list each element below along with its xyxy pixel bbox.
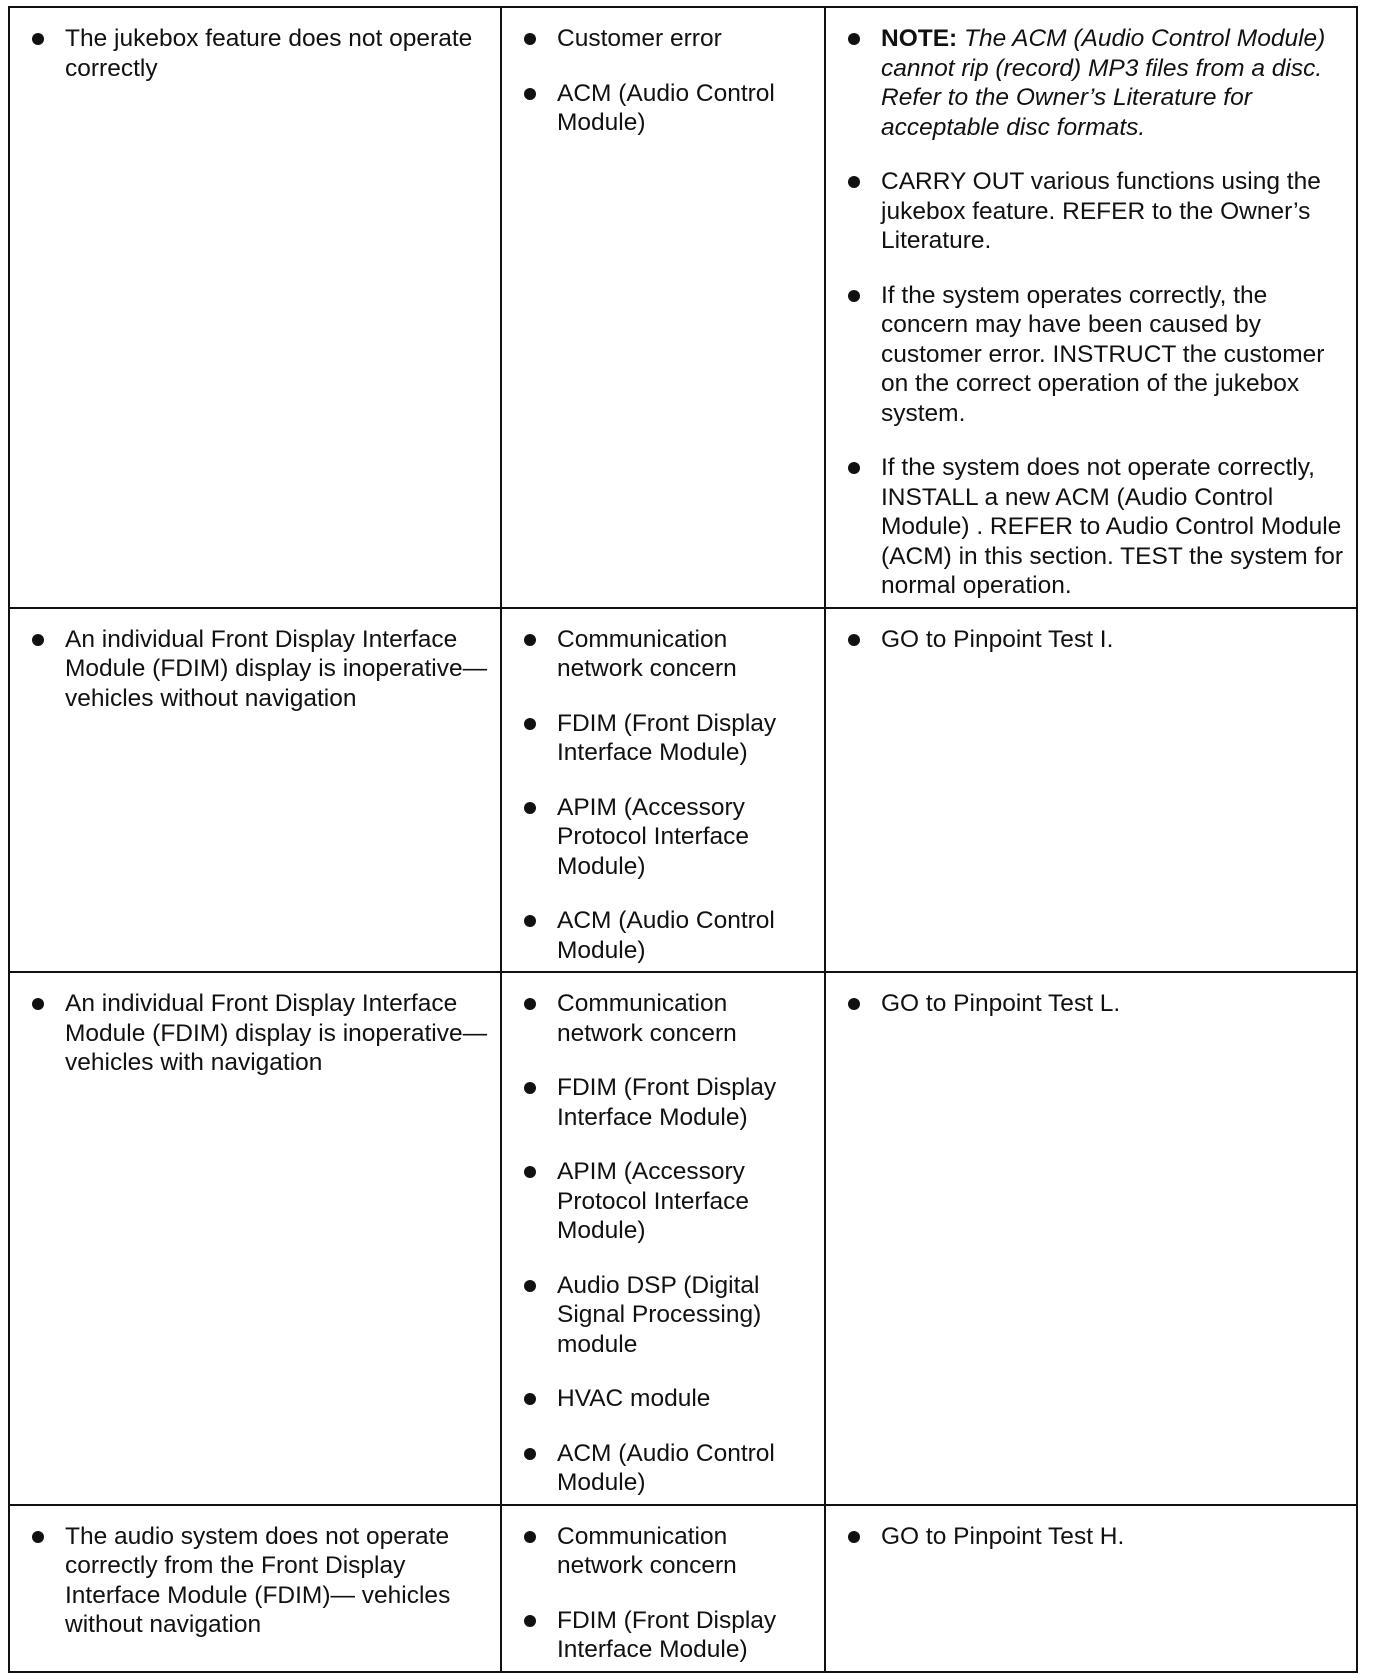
- bullet-icon: [524, 1082, 536, 1094]
- bullet-icon: [32, 1531, 44, 1543]
- source-text: APIM (Accessory Protocol Interface Module): [557, 793, 750, 880]
- source-item: [514, 1439, 812, 1498]
- table-row: [9, 1505, 1357, 1672]
- symptom-text: The jukebox feature does not operate correctly: [65, 25, 473, 82]
- source-item: [514, 1522, 812, 1581]
- action-item: [838, 1522, 1344, 1552]
- bullet-icon: [32, 998, 44, 1010]
- source-item: [514, 24, 812, 54]
- note-item: [838, 24, 1344, 142]
- bullet-icon: [848, 634, 860, 646]
- bullet-icon: [524, 1280, 536, 1292]
- action-text: CARRY OUT various functions using the jukebox feature. REFER to the Owner’s Literature.: [881, 168, 1321, 254]
- source-item: [514, 1271, 812, 1360]
- symptom-chart-table: [8, 6, 1358, 1673]
- symptom-item: [22, 1522, 488, 1640]
- bullet-icon: [524, 634, 536, 646]
- source-text: FDIM (Front Display Interface Module): [557, 1606, 777, 1663]
- source-cell: [501, 7, 825, 608]
- source-text: FDIM (Front Display Interface Module): [557, 709, 777, 766]
- bullet-icon: [848, 462, 860, 474]
- action-item: [838, 281, 1344, 429]
- table-row: [9, 608, 1357, 973]
- note-label: NOTE:: [881, 25, 958, 52]
- source-cell: [501, 608, 825, 973]
- source-cell: [501, 972, 825, 1505]
- source-item: [514, 1606, 812, 1665]
- symptom-text: An individual Front Display Interface Module (FDIM) display is inoperative— vehicles with navigation: [65, 990, 488, 1076]
- table-row: [9, 972, 1357, 1505]
- note-text: The ACM (Audio Control Module) cannot rip (record) MP3 files from a disc. Refer to the Owner’s Literature for acceptable disc formats.: [881, 25, 1326, 141]
- bullet-icon: [848, 998, 860, 1010]
- action-item: [838, 167, 1344, 256]
- bullet-icon: [524, 33, 536, 45]
- source-text: Communication network concern: [557, 990, 737, 1047]
- source-text: APIM (Accessory Protocol Interface Module): [557, 1158, 750, 1244]
- source-text: Communication network concern: [557, 625, 737, 682]
- symptom-cell: [9, 1505, 501, 1672]
- bullet-icon: [524, 88, 536, 100]
- symptom-cell: [9, 7, 501, 608]
- symptom-item: [22, 989, 488, 1078]
- symptom-text: The audio system does not operate correctly from the Front Display Interface Module (FDIM)— vehicles without navigation: [65, 1522, 451, 1638]
- source-cell: [501, 1505, 825, 1672]
- bullet-icon: [524, 1448, 536, 1460]
- action-text: If the system does not operate correctly, INSTALL a new ACM (Audio Control Module) . REFER to Audio Control Module (ACM) in this section. TEST the system for normal operation.: [881, 454, 1344, 599]
- table-row: [9, 7, 1357, 608]
- source-text: ACM (Audio Control Module): [557, 1439, 775, 1496]
- bullet-icon: [524, 802, 536, 814]
- source-item: [514, 1073, 812, 1132]
- action-item: [838, 989, 1344, 1019]
- bullet-icon: [524, 1166, 536, 1178]
- source-text: ACM (Audio Control Module): [557, 79, 775, 136]
- source-text: Audio DSP (Digital Signal Processing) module: [557, 1271, 762, 1358]
- symptom-item: [22, 24, 488, 83]
- bullet-icon: [524, 915, 536, 927]
- bullet-icon: [32, 634, 44, 646]
- bullet-icon: [524, 1615, 536, 1627]
- bullet-icon: [848, 290, 860, 302]
- action-text: GO to Pinpoint Test L.: [881, 990, 1121, 1017]
- source-item: [514, 989, 812, 1048]
- symptom-text: An individual Front Display Interface Module (FDIM) display is inoperative— vehicles without navigation: [65, 625, 488, 712]
- source-text: ACM (Audio Control Module): [557, 907, 775, 964]
- source-item: [514, 906, 812, 965]
- source-text: Communication network concern: [557, 1522, 737, 1579]
- source-item: [514, 1157, 812, 1246]
- bullet-icon: [848, 1531, 860, 1543]
- action-text: If the system operates correctly, the concern may have been caused by customer error. INSTRUCT the customer on the correct operation of the jukebox system.: [881, 281, 1325, 427]
- bullet-icon: [32, 33, 44, 45]
- source-text: HVAC module: [557, 1385, 711, 1412]
- action-text: GO to Pinpoint Test I.: [881, 625, 1114, 653]
- source-text: Customer error: [557, 25, 722, 52]
- source-item: [514, 793, 812, 882]
- bullet-icon: [524, 718, 536, 730]
- source-item: [514, 625, 812, 684]
- bullet-icon: [524, 1393, 536, 1405]
- source-item: [514, 79, 812, 138]
- action-cell: [825, 1505, 1357, 1672]
- symptom-cell: [9, 608, 501, 973]
- action-cell: [825, 972, 1357, 1505]
- action-cell: [825, 608, 1357, 973]
- bullet-icon: [524, 1531, 536, 1543]
- bullet-icon: [524, 998, 536, 1010]
- source-item: [514, 1384, 812, 1414]
- action-cell: [825, 7, 1357, 608]
- action-item: [838, 625, 1344, 655]
- action-item: [838, 453, 1344, 601]
- symptom-cell: [9, 972, 501, 1505]
- source-text: FDIM (Front Display Interface Module): [557, 1074, 777, 1131]
- source-item: [514, 709, 812, 768]
- symptom-item: [22, 625, 488, 714]
- action-text: GO to Pinpoint Test H.: [881, 1522, 1125, 1550]
- bullet-icon: [848, 176, 860, 188]
- bullet-icon: [848, 33, 860, 45]
